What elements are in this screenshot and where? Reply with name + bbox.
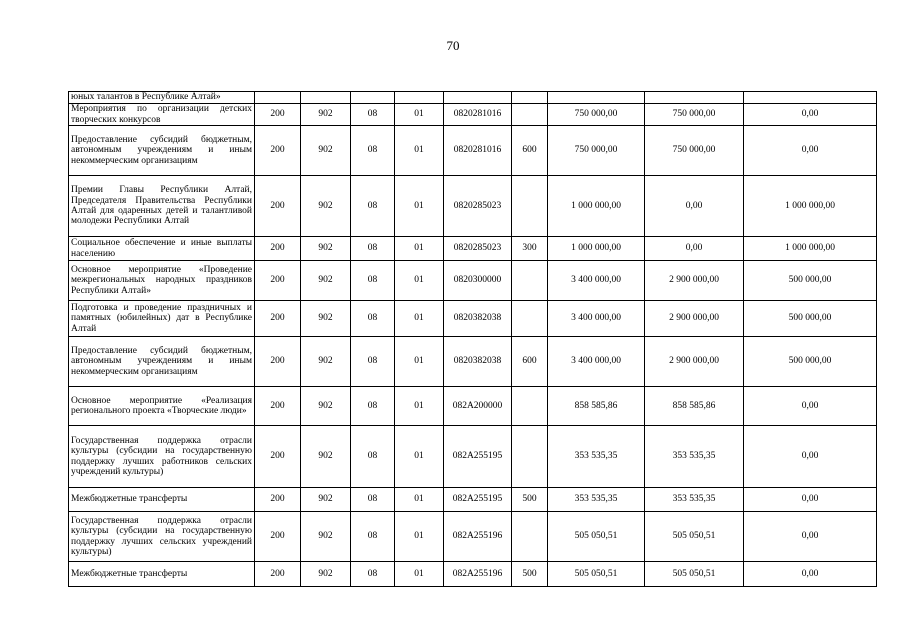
code-expense-type-cell [512, 426, 548, 488]
amount-total-cell: 3 400 000,00 [548, 261, 645, 301]
code-target-article-cell: 082А255195 [444, 426, 512, 488]
row-name-cell: юных талантов в Республике Алтай» [69, 92, 255, 104]
table-row [69, 237, 877, 261]
amount-first-cell: 750 000,00 [645, 126, 744, 176]
row-name-cell: Премии Главы Республики Алтай, Председателя Правительства Республики Алтай для одаренных детей и талантливой молодежи Республики Алтай [69, 176, 255, 237]
amount-first-cell: 750 000,00 [645, 104, 744, 126]
code-section-cell: 08 [351, 176, 395, 237]
row-name-cell: Основное мероприятие «Реализация регионального проекта «Творческие люди» [69, 387, 255, 426]
amount-second-cell: 1 000 000,00 [744, 176, 877, 237]
code-gp-cell: 200 [255, 387, 301, 426]
code-expense-type-cell: 500 [512, 488, 548, 512]
code-target-article-cell: 0820281016 [444, 104, 512, 126]
page-number: 70 [446, 38, 460, 53]
table-body [69, 92, 877, 587]
table-row [69, 488, 877, 512]
code-target-article-cell [444, 92, 512, 104]
code-subsection-cell: 01 [395, 261, 444, 301]
amount-first-cell: 505 050,51 [645, 562, 744, 587]
code-target-article-cell: 0820285023 [444, 237, 512, 261]
code-subsection-cell: 01 [395, 176, 444, 237]
amount-total-cell: 3 400 000,00 [548, 301, 645, 337]
code-admin-cell [301, 92, 351, 104]
code-section-cell: 08 [351, 237, 395, 261]
amount-second-cell: 0,00 [744, 387, 877, 426]
row-name-cell: Государственная поддержка отрасли культуры (субсидии на государственную поддержку лучших работников сельских учреждений культуры) [69, 426, 255, 488]
code-target-article-cell: 082А255195 [444, 488, 512, 512]
code-section-cell: 08 [351, 426, 395, 488]
amount-second-cell: 0,00 [744, 512, 877, 562]
amount-first-cell: 2 900 000,00 [645, 301, 744, 337]
row-name-cell: Социальное обеспечение и иные выплаты населению [69, 237, 255, 261]
code-subsection-cell: 01 [395, 104, 444, 126]
code-section-cell: 08 [351, 387, 395, 426]
amount-total-cell: 750 000,00 [548, 126, 645, 176]
table-row [69, 126, 877, 176]
amount-first-cell: 858 585,86 [645, 387, 744, 426]
code-subsection-cell: 01 [395, 562, 444, 587]
budget-table [68, 91, 877, 587]
code-subsection-cell: 01 [395, 301, 444, 337]
row-name-cell: Предоставление субсидий бюджетным, автономным учреждениям и иным некоммерческим организациям [69, 126, 255, 176]
row-name-cell: Государственная поддержка отрасли культуры (субсидии на государственную поддержку лучших сельских учреждений культуры) [69, 512, 255, 562]
code-gp-cell: 200 [255, 301, 301, 337]
code-expense-type-cell: 300 [512, 237, 548, 261]
amount-total-cell: 1 000 000,00 [548, 237, 645, 261]
table-row [69, 426, 877, 488]
amount-total-cell: 750 000,00 [548, 104, 645, 126]
table-row [69, 92, 877, 104]
amount-first-cell: 353 535,35 [645, 488, 744, 512]
code-gp-cell: 200 [255, 488, 301, 512]
table-row [69, 301, 877, 337]
amount-total-cell: 1 000 000,00 [548, 176, 645, 237]
amount-second-cell [744, 92, 877, 104]
amount-first-cell: 2 900 000,00 [645, 337, 744, 387]
code-gp-cell: 200 [255, 176, 301, 237]
code-expense-type-cell [512, 301, 548, 337]
code-expense-type-cell [512, 92, 548, 104]
amount-first-cell: 0,00 [645, 176, 744, 237]
code-section-cell: 08 [351, 104, 395, 126]
code-section-cell [351, 92, 395, 104]
amount-second-cell: 500 000,00 [744, 301, 877, 337]
amount-total-cell: 505 050,51 [548, 512, 645, 562]
code-target-article-cell: 0820281016 [444, 126, 512, 176]
code-subsection-cell: 01 [395, 426, 444, 488]
code-target-article-cell: 0820382038 [444, 301, 512, 337]
amount-second-cell: 500 000,00 [744, 261, 877, 301]
code-section-cell: 08 [351, 562, 395, 587]
code-target-article-cell: 082А200000 [444, 387, 512, 426]
code-admin-cell: 902 [301, 488, 351, 512]
amount-second-cell: 500 000,00 [744, 337, 877, 387]
code-target-article-cell: 082А255196 [444, 512, 512, 562]
row-name-cell: Предоставление субсидий бюджетным, автономным учреждениям и иным некоммерческим организациям [69, 337, 255, 387]
code-subsection-cell [395, 92, 444, 104]
code-admin-cell: 902 [301, 512, 351, 562]
code-subsection-cell: 01 [395, 237, 444, 261]
code-subsection-cell: 01 [395, 512, 444, 562]
amount-total-cell: 353 535,35 [548, 488, 645, 512]
code-subsection-cell: 01 [395, 337, 444, 387]
code-gp-cell: 200 [255, 237, 301, 261]
code-admin-cell: 902 [301, 126, 351, 176]
code-admin-cell: 902 [301, 426, 351, 488]
row-name-cell: Мероприятия по организации детских творческих конкурсов [69, 104, 255, 126]
table-row [69, 104, 877, 126]
code-expense-type-cell [512, 261, 548, 301]
code-expense-type-cell [512, 104, 548, 126]
amount-first-cell: 505 050,51 [645, 512, 744, 562]
amount-first-cell: 353 535,35 [645, 426, 744, 488]
table-row [69, 562, 877, 587]
amount-first-cell: 2 900 000,00 [645, 261, 744, 301]
table-row [69, 261, 877, 301]
amount-total-cell: 3 400 000,00 [548, 337, 645, 387]
code-target-article-cell: 0820300000 [444, 261, 512, 301]
code-expense-type-cell: 600 [512, 126, 548, 176]
code-section-cell: 08 [351, 337, 395, 387]
code-gp-cell: 200 [255, 337, 301, 387]
amount-total-cell: 858 585,86 [548, 387, 645, 426]
table-row [69, 176, 877, 237]
row-name-cell: Межбюджетные трансферты [69, 562, 255, 587]
code-admin-cell: 902 [301, 237, 351, 261]
code-section-cell: 08 [351, 126, 395, 176]
code-section-cell: 08 [351, 261, 395, 301]
amount-second-cell: 0,00 [744, 562, 877, 587]
code-expense-type-cell [512, 387, 548, 426]
amount-second-cell: 0,00 [744, 126, 877, 176]
row-name-cell: Межбюджетные трансферты [69, 488, 255, 512]
code-gp-cell: 200 [255, 104, 301, 126]
code-gp-cell: 200 [255, 562, 301, 587]
code-subsection-cell: 01 [395, 126, 444, 176]
code-gp-cell: 200 [255, 126, 301, 176]
code-gp-cell: 200 [255, 426, 301, 488]
code-target-article-cell: 0820285023 [444, 176, 512, 237]
amount-second-cell: 0,00 [744, 488, 877, 512]
amount-total-cell: 353 535,35 [548, 426, 645, 488]
code-subsection-cell: 01 [395, 488, 444, 512]
code-expense-type-cell [512, 176, 548, 237]
amount-second-cell: 0,00 [744, 104, 877, 126]
amount-total-cell [548, 92, 645, 104]
code-gp-cell: 200 [255, 512, 301, 562]
code-gp-cell: 200 [255, 261, 301, 301]
code-expense-type-cell: 600 [512, 337, 548, 387]
code-expense-type-cell [512, 512, 548, 562]
code-target-article-cell: 082А255196 [444, 562, 512, 587]
table-row [69, 337, 877, 387]
code-expense-type-cell: 500 [512, 562, 548, 587]
code-section-cell: 08 [351, 301, 395, 337]
amount-first-cell: 0,00 [645, 237, 744, 261]
code-target-article-cell: 0820382038 [444, 337, 512, 387]
code-admin-cell: 902 [301, 176, 351, 237]
table-row [69, 387, 877, 426]
row-name-cell: Основное мероприятие «Проведение межрегиональных народных праздников Республики Алтай» [69, 261, 255, 301]
amount-second-cell: 1 000 000,00 [744, 237, 877, 261]
code-section-cell: 08 [351, 512, 395, 562]
row-name-cell: Подготовка и проведение праздничных и памятных (юбилейных) дат в Республике Алтай [69, 301, 255, 337]
amount-first-cell [645, 92, 744, 104]
code-admin-cell: 902 [301, 261, 351, 301]
code-admin-cell: 902 [301, 387, 351, 426]
amount-second-cell: 0,00 [744, 426, 877, 488]
code-gp-cell [255, 92, 301, 104]
code-section-cell: 08 [351, 488, 395, 512]
table-row [69, 512, 877, 562]
code-admin-cell: 902 [301, 104, 351, 126]
code-subsection-cell: 01 [395, 387, 444, 426]
code-admin-cell: 902 [301, 562, 351, 587]
code-admin-cell: 902 [301, 337, 351, 387]
amount-total-cell: 505 050,51 [548, 562, 645, 587]
code-admin-cell: 902 [301, 301, 351, 337]
